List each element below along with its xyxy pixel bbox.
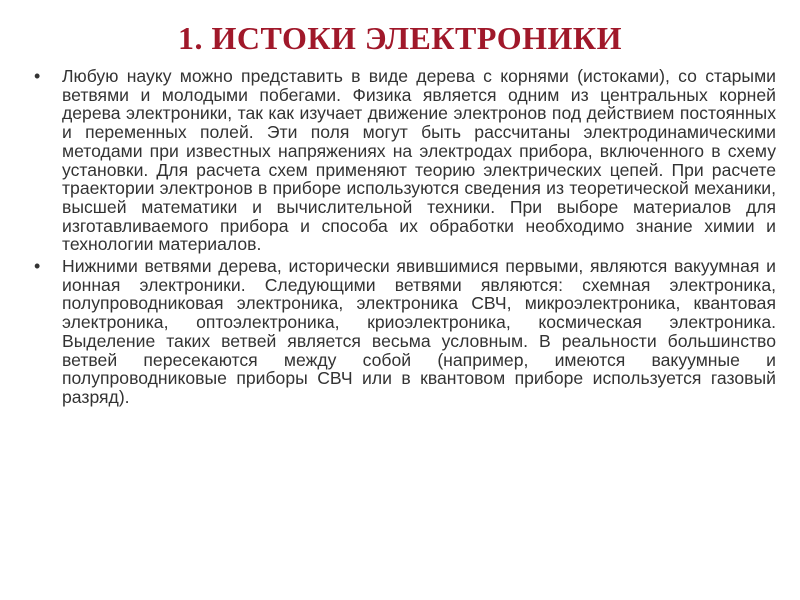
bullet-list <box>34 67 776 410</box>
bullet-text: Любую науку можно представить в виде дерева с корнями (истоками), со старыми ветвями и молодыми побегами. Физика является одним из центральных корней дерева электроники, так как изучает движение электронов под действием постоянных и переменных полей. Эти поля могут быть рассчитаны электродинамическими методами при известных напряжениях на электродах прибора, включенного в схему установки. Для расчета схем применяют теорию электрических цепей. При расчете траектории электронов в приборе используются сведения из теоретической механики, высшей математики и вычислительной техники. При выборе материалов для изготавливаемого прибора и способа их обработки необходимо знание химии и технологии материалов. <box>62 66 776 255</box>
bullet-icon: • <box>34 66 41 86</box>
bullet-item <box>34 257 776 407</box>
bullet-text: Нижними ветвями дерева, исторически явившимися первыми, являются вакуумная и ионная электроники. Следующими ветвями являются: схемная электроника, полупроводниковая электроника, электроника СВЧ, микроэлектроника, квантовая электроника, оптоэлектроника, криоэлектроника, космическая электроника. Выделение таких ветвей является весьма условным. В реальности большинство ветвей пересекаются между собой (например, имеются вакуумные и полупроводниковые приборы СВЧ или в квантовом приборе используется газовый разряд). <box>62 256 776 407</box>
slide-title: 1. ИСТОКИ ЭЛЕКТРОНИКИ <box>178 20 622 56</box>
bullet-item <box>34 67 776 254</box>
bullet-icon: • <box>34 256 41 277</box>
